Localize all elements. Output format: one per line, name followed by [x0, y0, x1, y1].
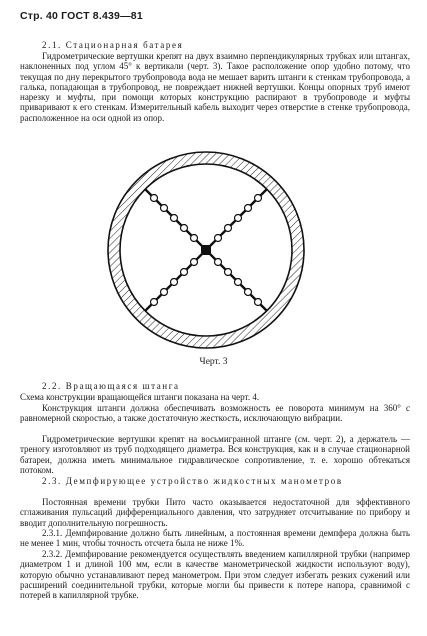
section-2-3-p1: Постоянная времени трубки Пито часто оказывается недостаточной для эффективного сглаживания пульсаций дифференциального давления, что затрудняет отсчитывание по прибору и вводит дополнительную погрешность.: [20, 497, 410, 528]
section-2-2-title: 2.2. Вращающаяся штанга: [42, 381, 180, 391]
section-2-3-1: 2.3.1. Демпфирование должно быть линейным, а постоянная времени демпфера должна быть не менее 1 мин, чтобы точность отсчета была не ниже 1%.: [20, 528, 410, 549]
section-2-2-p3: Гидрометрические вертушки крепят на восьмигранной штанге (см. черт. 2), а держатель — треногу изготовляют из труб подходящего диаметра. Вся конструкция, как и в случае стационарной батареи, должна иметь минимальное гидравлическое сопротивление, т. е. хорошо обтекаться потоком.: [20, 434, 410, 475]
section-2-3-title: 2.3. Демпфирующее устройство жидкостных манометров: [42, 476, 343, 486]
section-2-1-paragraph: Гидрометрические вертушки крепят на двух взаимно перпендикулярных трубках или штангах, наклоненных под углом 45° к вертикали (черт. 3). Такое расположение опор удобно потому, что текущая по дну перекрытого трубопровода вода не мешает варить штанги к стенкам трубопровода, а галька, попадающая в трубопровод, не повреждает нижней вертушки. Концы опорных труб имеют нарезку и муфты, при помощи которых конструкцию распирают в трубопроводе и муфты приваривают к его стенкам. Измерительный кабель выходит через отверстие в стенке трубопровода, расположенное на оси одной из опор.: [20, 51, 410, 123]
section-2-2-p1: Схема конструкции вращающейся штанги показана на черт. 4.: [20, 392, 260, 402]
center-joint: [201, 245, 211, 255]
section-2-2-p2: Конструкция штанги должна обеспечивать возможность ее поворота минимум на 360° с равномерной скоростью, а также достаточную жесткость, исключающую вибрации.: [20, 403, 410, 424]
figure-3-pipe-cross-section: [106, 150, 306, 350]
section-2-3-2: 2.3.2. Демпфирование рекомендуется осуществлять введением капиллярной трубки (например диаметром 1 и длиной 100 мм, если в качестве манометрической жидкости используют воду), которую обычно устанавливают перед манометром. При этом следует избегать резких сужений или расширений соединительной трубки, которые могли бы привести к потере напора, сравнимой с потерей в капиллярной трубке.: [20, 549, 410, 601]
page-header: Стр. 40 ГОСТ 8.439—81: [20, 10, 143, 22]
section-2-1-title: 2.1. Стационарная батарея: [42, 40, 184, 50]
figure-caption: Черт. 3: [199, 357, 228, 367]
